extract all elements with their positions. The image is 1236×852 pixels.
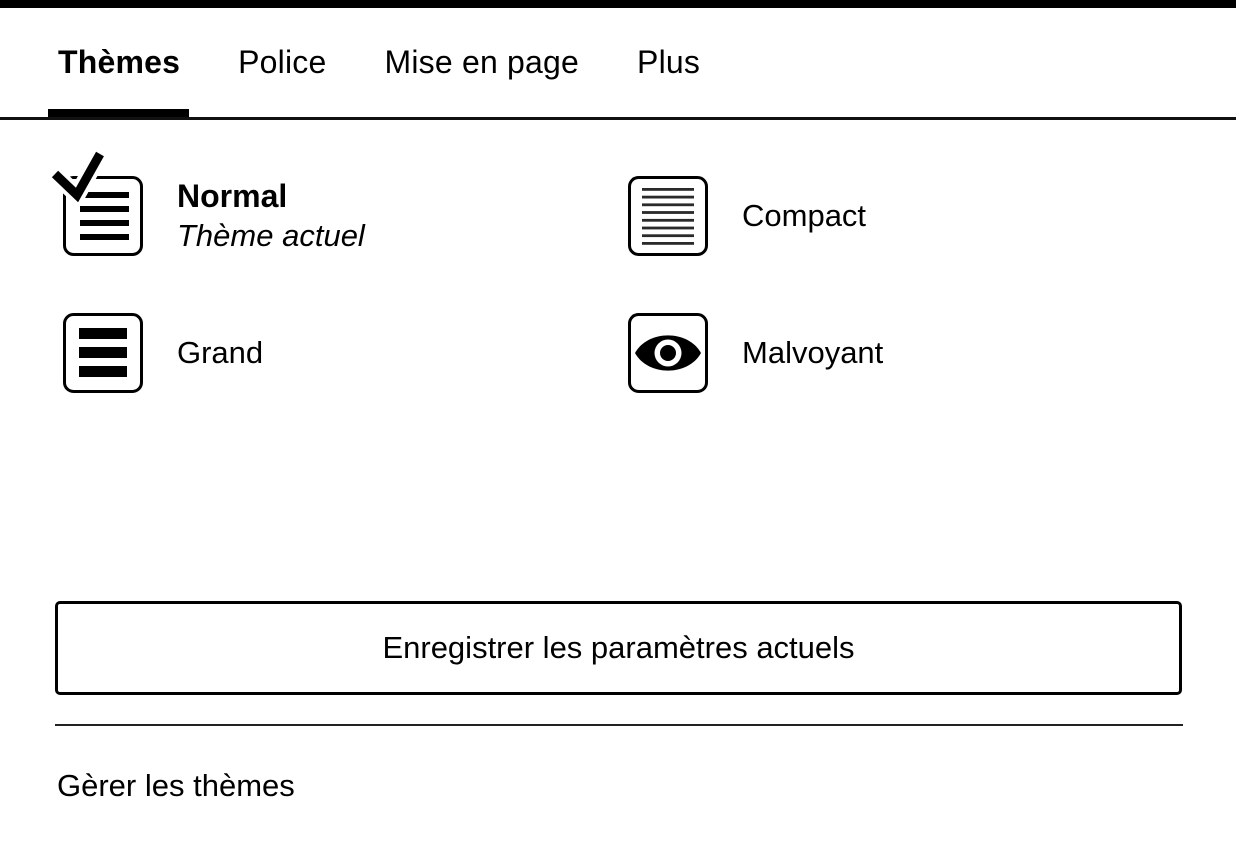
theme-option-grand[interactable] [63, 313, 628, 393]
theme-name: Malvoyant [742, 334, 884, 370]
document-lines-icon [63, 176, 143, 256]
tab-plus[interactable]: Plus [637, 44, 701, 80]
theme-current-subtitle: Thème actuel [177, 217, 365, 253]
system-top-bar [0, 0, 1236, 8]
tab-mise-en-page[interactable]: Mise en page [384, 44, 580, 80]
theme-option-malvoyant[interactable] [628, 313, 883, 393]
theme-options-grid [63, 176, 1236, 393]
theme-option-compact[interactable] [628, 176, 883, 256]
eye-icon [628, 313, 708, 393]
document-thick-lines-icon [63, 313, 143, 393]
document-dense-lines-icon [628, 176, 708, 256]
bottom-divider [55, 724, 1183, 726]
tab-police[interactable]: Police [238, 44, 327, 80]
settings-tab-bar [0, 8, 1236, 120]
manage-themes-link[interactable]: Gèrer les thèmes [57, 768, 295, 803]
document-lines-icon [63, 176, 143, 256]
theme-name: Grand [177, 334, 264, 370]
eye-icon [628, 313, 708, 393]
theme-option-normal[interactable] [63, 176, 628, 256]
save-settings-button[interactable]: Enregistrer les paramètres actuels [55, 601, 1182, 695]
theme-name: Normal [177, 177, 288, 214]
tab-themes[interactable]: Thèmes [58, 8, 180, 117]
theme-name: Compact [742, 197, 867, 233]
document-dense-lines-icon [628, 176, 708, 256]
document-thick-lines-icon [63, 313, 143, 393]
